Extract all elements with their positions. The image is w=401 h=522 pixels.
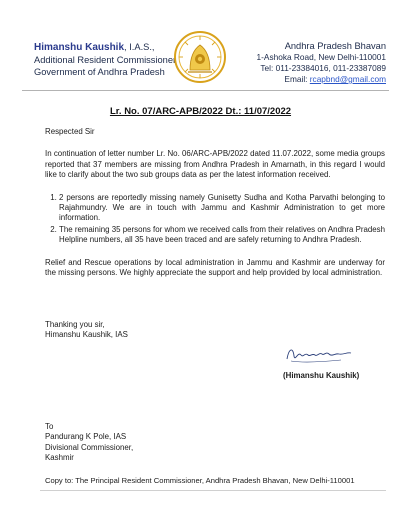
recipient-title: Divisional Commissioner, xyxy=(45,442,134,452)
footer-divider xyxy=(40,490,386,491)
closing-name: Himanshu Kaushik, IAS xyxy=(45,330,128,340)
header-divider xyxy=(22,90,389,91)
office-address-block xyxy=(257,41,386,85)
sender-name: Himanshu Kaushik xyxy=(34,42,125,53)
email-label: Email: xyxy=(284,74,310,84)
sender-suffix: , I.A.S., xyxy=(124,42,155,52)
sender-name-line xyxy=(34,41,176,54)
letterhead xyxy=(0,0,401,86)
sender-government: Government of Andhra Pradesh xyxy=(34,67,165,77)
list-item: 1. 2 persons are reportedly missing namely Gunisetty Sudha and Kotha Parvathi belonging to Rajahmundry. We are in touch with Jammu and Kashmir Administration to get more information. xyxy=(59,193,385,224)
letter-body xyxy=(45,127,385,290)
salutation: Respected Sir xyxy=(45,127,95,136)
recipient-place: Kashmir xyxy=(45,453,74,463)
signatory-name: (Himanshu Kaushik) xyxy=(283,371,360,380)
andhra-pradesh-emblem-icon xyxy=(173,30,227,84)
paragraph-1: In continuation of letter number Lr. No. 06/ARC-APB/2022 dated 11.07.2022, some media groups reported that 37 members are missing from Andhra Pradesh in Amarnath, in this regard I would like to clarify about the two sub groups data as per the latest information received. xyxy=(45,149,385,180)
recipient-to: To xyxy=(45,422,54,431)
recipient-name: Pandurang K Pole, IAS xyxy=(45,432,127,442)
email-link[interactable]: rcapbnd@gmail.com xyxy=(309,74,386,84)
signature-icon xyxy=(283,342,355,366)
list-item: 2. The remaining 35 persons for whom we received calls from their relatives on Andhra Pradesh Helpline numbers, all 35 have been traced and are safely returning to Andhra Pradesh. xyxy=(59,225,385,246)
closing-block xyxy=(45,320,128,341)
paragraph-2: Relief and Rescue operations by local administration in Jammu and Kashmir are underway for the missing persons. We highly appreciate the support and help provided by local administration. xyxy=(45,257,385,278)
copy-to: Copy to: The Principal Resident Commissioner, Andhra Pradesh Bhavan, New Delhi-110001 xyxy=(45,476,355,485)
sender-designation: Additional Resident Commissioner xyxy=(34,55,177,65)
closing-text: Thanking you sir, xyxy=(45,320,105,329)
office-email-line xyxy=(257,74,386,85)
office-telephone: Tel: 011-23384016, 011-23387089 xyxy=(260,63,386,73)
recipient-block xyxy=(45,422,133,464)
details-list xyxy=(45,193,385,246)
letter-reference: Lr. No. 07/ARC-APB/2022 Dt.: 11/07/2022 xyxy=(109,106,292,117)
sender-block xyxy=(34,41,176,78)
office-name: Andhra Pradesh Bhavan xyxy=(284,41,386,51)
office-address: 1-Ashoka Road, New Delhi-110001 xyxy=(256,52,386,62)
